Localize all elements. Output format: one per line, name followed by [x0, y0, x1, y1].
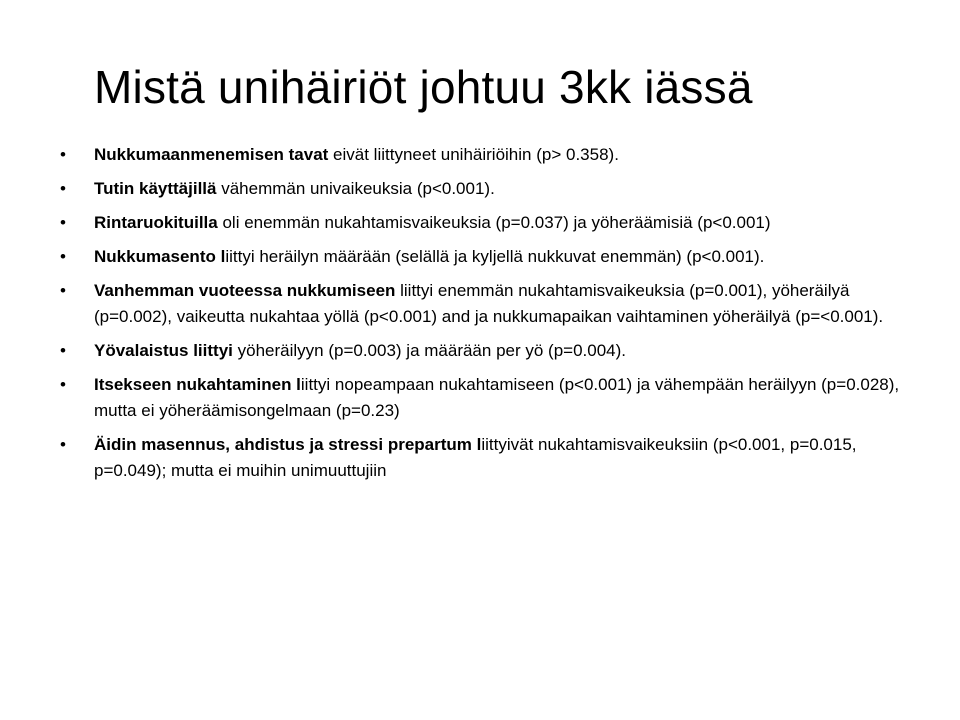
bullet-text: iittyi nopeampaan nukahtamiseen (p<0.001) ja vähempään heräilyyn (p=0.028), mutta ei yöheräämisongelmaan (p=0.23) [94, 375, 900, 420]
bullet-marker: • [60, 213, 66, 232]
bullet-item [60, 432, 920, 484]
bullet-text: yöheräilyyn (p=0.003) ja määrään per yö (p=0.004). [232, 341, 627, 360]
bullet-item [60, 244, 920, 270]
bullet-item [60, 210, 920, 236]
bullet-marker: • [60, 247, 66, 266]
bullet-item [60, 176, 920, 202]
slide-title: Mistä unihäiriöt johtuu 3kk iässä [94, 61, 753, 113]
bullet-text: iittyi heräilyn määrään (selällä ja kyljellä nukkuvat enemmän) (p<0.001). [225, 247, 765, 266]
bullet-item [60, 142, 920, 168]
bullet-text: vähemmän univaikeuksia (p<0.001). [216, 179, 495, 198]
bullet-item [60, 372, 920, 424]
bullet-marker: • [60, 281, 66, 300]
bullet-bold-text: Nukkumasento l [94, 247, 226, 266]
bullet-list [60, 142, 920, 492]
bullet-item [60, 338, 920, 364]
bullet-marker: • [60, 179, 66, 198]
bullet-text: oli enemmän nukahtamisvaikeuksia (p=0.037) ja yöheräämisiä (p<0.001) [217, 213, 771, 232]
bullet-marker: • [60, 341, 66, 360]
bullet-bold-text: Itsekseen nukahtaminen l [94, 375, 301, 394]
bullet-bold-text: Yövalaistus liittyi [94, 341, 233, 360]
bullet-marker: • [60, 145, 66, 164]
bullet-bold-text: Äidin masennus, ahdistus ja stressi prepartum l [94, 435, 482, 454]
bullet-bold-text: Vanhemman vuoteessa nukkumiseen [94, 281, 396, 300]
bullet-bold-text: Rintaruokituilla [94, 213, 218, 232]
bullet-text: iittyivät nukahtamisvaikeuksiin (p<0.001, p=0.015, p=0.049); mutta ei muihin unimuuttujiin [94, 435, 857, 480]
bullet-text: liittyi enemmän nukahtamisvaikeuksia (p=0.001), yöheräilyä (p=0.002), vaikeutta nukahtaa yöllä (p<0.001) and ja nukkumapaikan vaihtaminen yöheräilyä (p=<0.001). [94, 281, 884, 326]
bullet-item [60, 278, 920, 330]
bullet-marker: • [60, 375, 66, 394]
bullet-text: eivät liittyneet unihäiriöihin (p> 0.358). [328, 145, 619, 164]
bullet-marker: • [60, 435, 66, 454]
bullet-bold-text: Tutin käyttäjillä [94, 179, 217, 198]
bullet-bold-text: Nukkumaanmenemisen tavat [94, 145, 329, 164]
